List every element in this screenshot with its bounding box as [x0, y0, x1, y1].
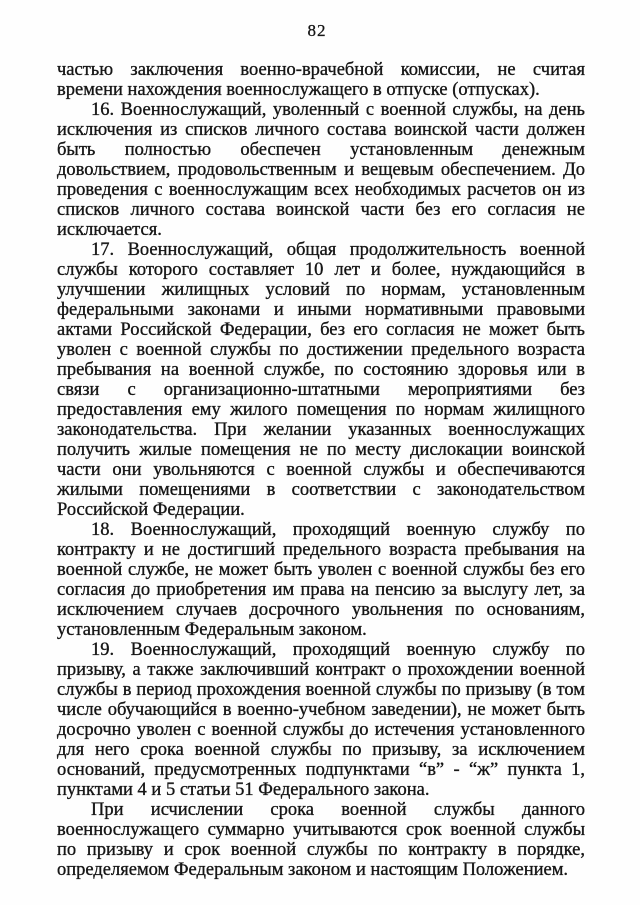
- paragraph-19-continuation: При исчислении срока военной службы данного военнослужащего суммарно учитываются срок военной службы по призыву и срок военной службы по контракту в порядке, определяемом Федеральным законом и настоящим Положением.: [57, 800, 585, 880]
- text-block: [57, 60, 585, 880]
- paragraph-18: 18. Военнослужащий, проходящий военную службу по контракту и не достигший предельного возраста пребывания на военной службе, не может быть уволен с военной службы без его согласия до приобретения им права на пенсию за выслугу лет, за исключением случаев досрочного увольнения по основаниям, установленным Федеральным законом.: [57, 520, 585, 640]
- paragraph-16: 16. Военнослужащий, уволенный с военной службы, на день исключения из списков личного состава воинской части должен быть полностью обеспечен установленным денежным довольствием, продовольственным и вещевым обеспечением. До проведения с военнослужащим всех необходимых расчетов он из списков личного состава воинской части без его согласия не исключается.: [57, 100, 585, 240]
- paragraph-continuation: частью заключения военно-врачебной комиссии, не считая времени нахождения военнослужащего в отпуске (отпусках).: [57, 60, 585, 100]
- paragraph-17: 17. Военнослужащий, общая продолжительность военной службы которого составляет 10 лет и более, нуждающийся в улучшении жилищных условий по нормам, установленным федеральными законами и иными нормативными правовыми актами Российской Федерации, без его согласия не может быть уволен с военной службы по достижении предельного возраста пребывания на военной службе, по состоянию здоровья или в связи с организационно-штатными мероприятиями без предоставления ему жилого помещения по нормам жилищного законодательства. При желании указанных военнослужащих получить жилые помещения не по месту дислокации воинской части они увольняются с военной службы и обеспечиваются жилыми помещениями в соответствии с законодательством Российской Федерации.: [57, 240, 585, 520]
- paragraph-19: 19. Военнослужащий, проходящий военную службу по призыву, а также заключивший контракт о прохождении военной службы в период прохождения военной службы по призыву (в том числе обучающийся в военно-учебном заведении), не может быть досрочно уволен с военной службы до истечения установленного для него срока военной службы по призыву, за исключением оснований, предусмотренных подпунктами “в” - “ж” пункта 1, пунктами 4 и 5 статьи 51 Федерального закона.: [57, 640, 585, 800]
- page-number: 82: [307, 21, 327, 40]
